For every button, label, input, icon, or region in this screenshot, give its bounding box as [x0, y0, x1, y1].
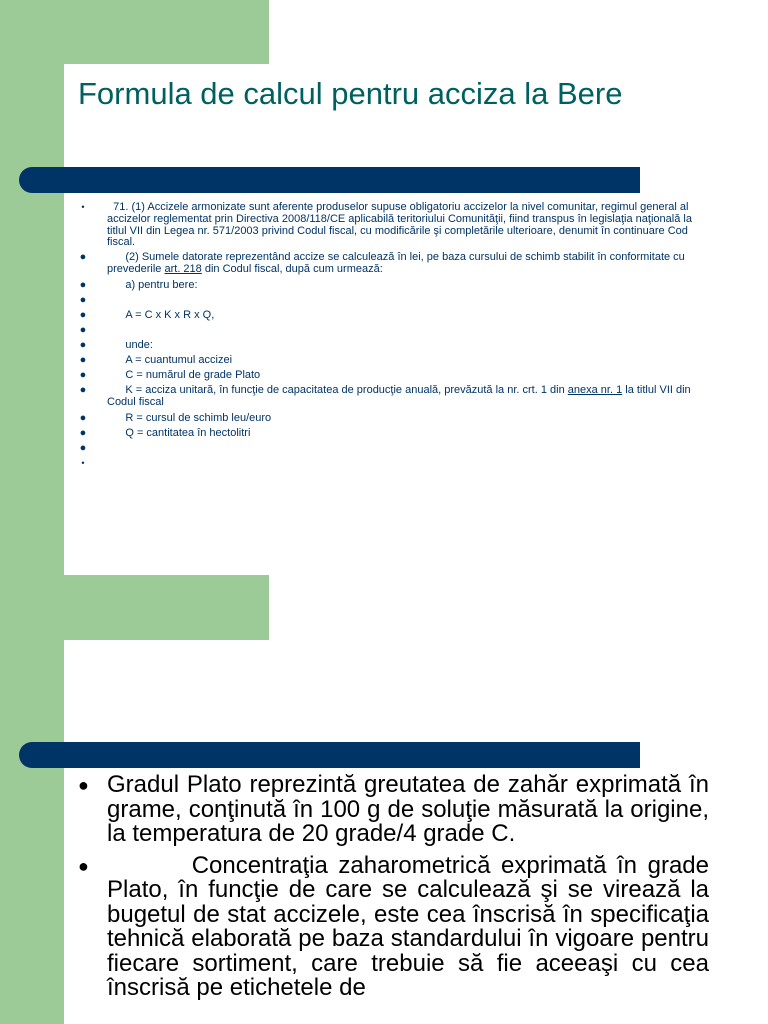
title-divider-bar [19, 167, 640, 193]
bullet-icon: ● [78, 775, 89, 795]
list-item-text: a) pentru bere: [107, 279, 198, 292]
bullet-icon: • [81, 202, 85, 212]
list-item [64, 310, 704, 325]
formula-text: A = C x K x R x Q, [107, 309, 215, 322]
bullet-icon: ● [79, 384, 87, 397]
bullet-icon: ● [79, 309, 87, 322]
list-item [64, 355, 704, 370]
bullet-icon: ● [79, 369, 87, 382]
list-item-text: Gradul Plato reprezintă greutatea de zahăr exprimată în grame, conţinută în 100 g de soluţie măsurată la origine, la temperatura de 20 grade/4 grade C. [107, 771, 709, 847]
list-item [64, 443, 704, 458]
middle-green-band [0, 575, 269, 640]
list-item [64, 340, 704, 355]
left-green-band [0, 0, 64, 512]
list-item [64, 428, 704, 443]
list-item-text: Q = cantitatea în hectolitri [107, 427, 251, 440]
list-item [64, 202, 704, 249]
bullet-icon: ● [78, 855, 89, 876]
list-item [64, 325, 704, 340]
list-item-text: R = cursul de schimb leu/euro [107, 412, 272, 425]
title-divider-bar [19, 742, 640, 768]
list-item [64, 370, 704, 385]
article-link[interactable]: art. 218 [164, 262, 202, 275]
list-item [64, 295, 704, 310]
list-item [64, 280, 704, 295]
bullet-icon: ● [79, 442, 87, 455]
article-text-list [64, 202, 704, 473]
bullet-icon: ● [79, 339, 87, 352]
list-item-text: 71. (1) Accizele armonizate sunt aferente produselor supuse obligatoriu accizelor la nivel comunitar, regimul general al accizelor reglementat prin Directiva 2008/118/CE aplicabilă teritoriului Comunităţii, fiind transpus în legislaţia naţională la titlul VII din Legea nr. 571/2003 privind Codul fiscal, cu modificările şi completările ulterioare, denumit în continuare Cod fiscal. [107, 201, 695, 249]
bullet-icon: ● [79, 354, 87, 367]
top-green-band [0, 0, 269, 64]
bullet-icon: • [81, 458, 85, 469]
list-item [78, 851, 716, 1001]
list-item-text: K = acciza unitară, în funcţie de capacitatea de producţie anuală, prevăzută la nr. crt. 1 din anexa nr. 1 la titlul VII din Codul fiscal [107, 384, 694, 408]
bullet-icon: ● [79, 251, 87, 264]
list-item-text: A = cuantumul accizei [107, 354, 233, 367]
slide-title: Formula de calcul pentru acciza la Bere [78, 76, 623, 111]
list-item [64, 413, 704, 428]
list-item-text: C = numărul de grade Plato [107, 369, 261, 382]
list-item-text: (2) Sumele datorate reprezentând accize se calculează în lei, pe baza cursului de schimb stabilit în conformitate cu prevederile art. 218 din Codul fiscal, după cum urmează: [107, 251, 688, 275]
bullet-icon: ● [79, 279, 87, 292]
list-item [64, 458, 704, 473]
list-item-text: Concentraţia zaharometrică exprimată în grade Plato, în funcţie de care se calculează şi se virează la bugetul de stat accizele, este cea înscrisă în specificaţia tehnică elaborată pe baza standardului în vigoare pentru fiecare sortiment, care trebuie să fie aceeaşi cu cea înscrisă pe etichetele de [107, 851, 716, 1001]
list-item [64, 252, 704, 280]
bullet-icon: ● [79, 324, 87, 337]
list-item-text: unde: [107, 339, 153, 352]
bullet-icon: ● [79, 412, 87, 425]
bullet-icon: ● [79, 427, 87, 440]
list-item [64, 385, 704, 413]
plato-definition-list [78, 771, 716, 1008]
annex-link[interactable]: anexa nr. 1 [567, 384, 623, 397]
list-item [78, 773, 709, 847]
bullet-icon: ● [79, 294, 87, 307]
